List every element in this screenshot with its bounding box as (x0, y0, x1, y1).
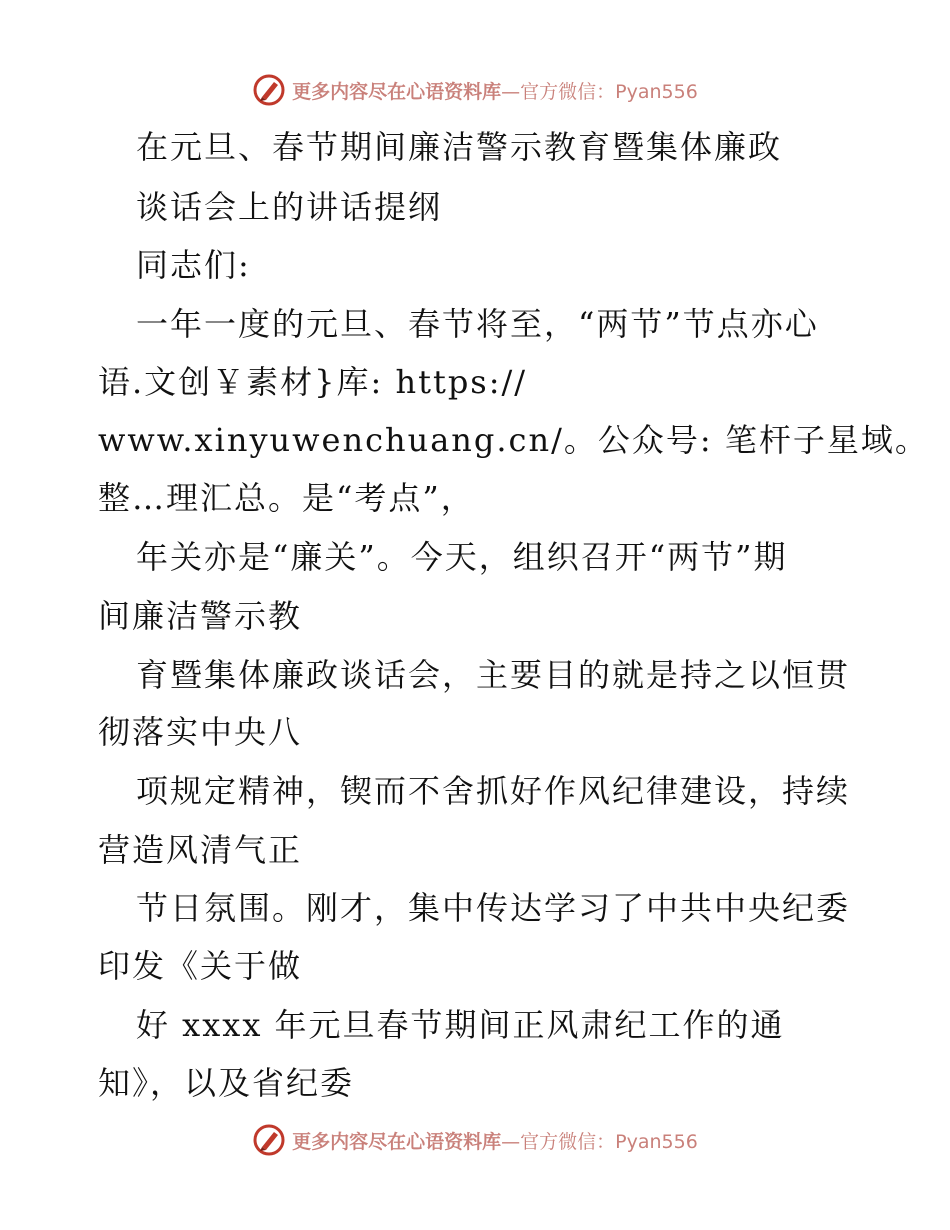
doc-paragraph-line: 项规定精神，锲而不舍抓好作风纪律建设，持续 (136, 772, 851, 810)
banner-main-text: 更多内容尽在心语资料库 (292, 80, 502, 103)
doc-paragraph-line: 育暨集体廉政谈话会，主要目的就是持之以恒贯 (136, 656, 851, 694)
doc-paragraph-line: 整…理汇总。是“考点”， (98, 479, 475, 517)
doc-paragraph-line: 营造风清气正 (98, 831, 303, 869)
doc-paragraph-line: 知》，以及省纪委 (98, 1064, 355, 1102)
doc-salutation: 同志们: (136, 246, 251, 284)
banner-main-text: 更多内容尽在心语资料库 (292, 1130, 502, 1153)
doc-paragraph-line: 语.文创￥素材}库: https:// (98, 363, 528, 401)
doc-title-line-2: 谈话会上的讲话提纲 (136, 188, 443, 226)
doc-paragraph-line: 印发《关于做 (98, 947, 303, 985)
doc-paragraph-line: 彻落实中央八 (98, 713, 303, 751)
doc-paragraph-line: 年关亦是“廉关”。今天，组织召开“两节”期 (136, 538, 788, 576)
banner-contact-text: 官方微信：Pyan556 (520, 1130, 698, 1153)
pen-logo-icon (252, 1123, 286, 1157)
banner-separator: — (501, 80, 521, 103)
doc-paragraph-line: 间廉洁警示教 (98, 597, 303, 635)
header-banner (0, 70, 950, 110)
banner-separator: — (501, 1130, 521, 1153)
banner-text (292, 77, 698, 104)
doc-paragraph-line: 一年一度的元旦、春节将至，“两节”节点亦心 (136, 305, 819, 343)
footer-banner (0, 1120, 950, 1160)
banner-contact-text: 官方微信：Pyan556 (520, 80, 698, 103)
doc-paragraph-line: 好 xxxx 年元旦春节期间正风肃纪工作的通 (136, 1006, 785, 1044)
pen-logo-icon (252, 73, 286, 107)
doc-paragraph-line: www.xinyuwenchuang.cn/。公众号: 笔杆子星域。 (98, 421, 929, 459)
doc-paragraph-line: 节日氛围。刚才，集中传达学习了中共中央纪委 (136, 889, 851, 927)
banner-text (292, 1127, 698, 1154)
doc-title-line-1: 在元旦、春节期间廉洁警示教育暨集体廉政 (136, 128, 783, 166)
